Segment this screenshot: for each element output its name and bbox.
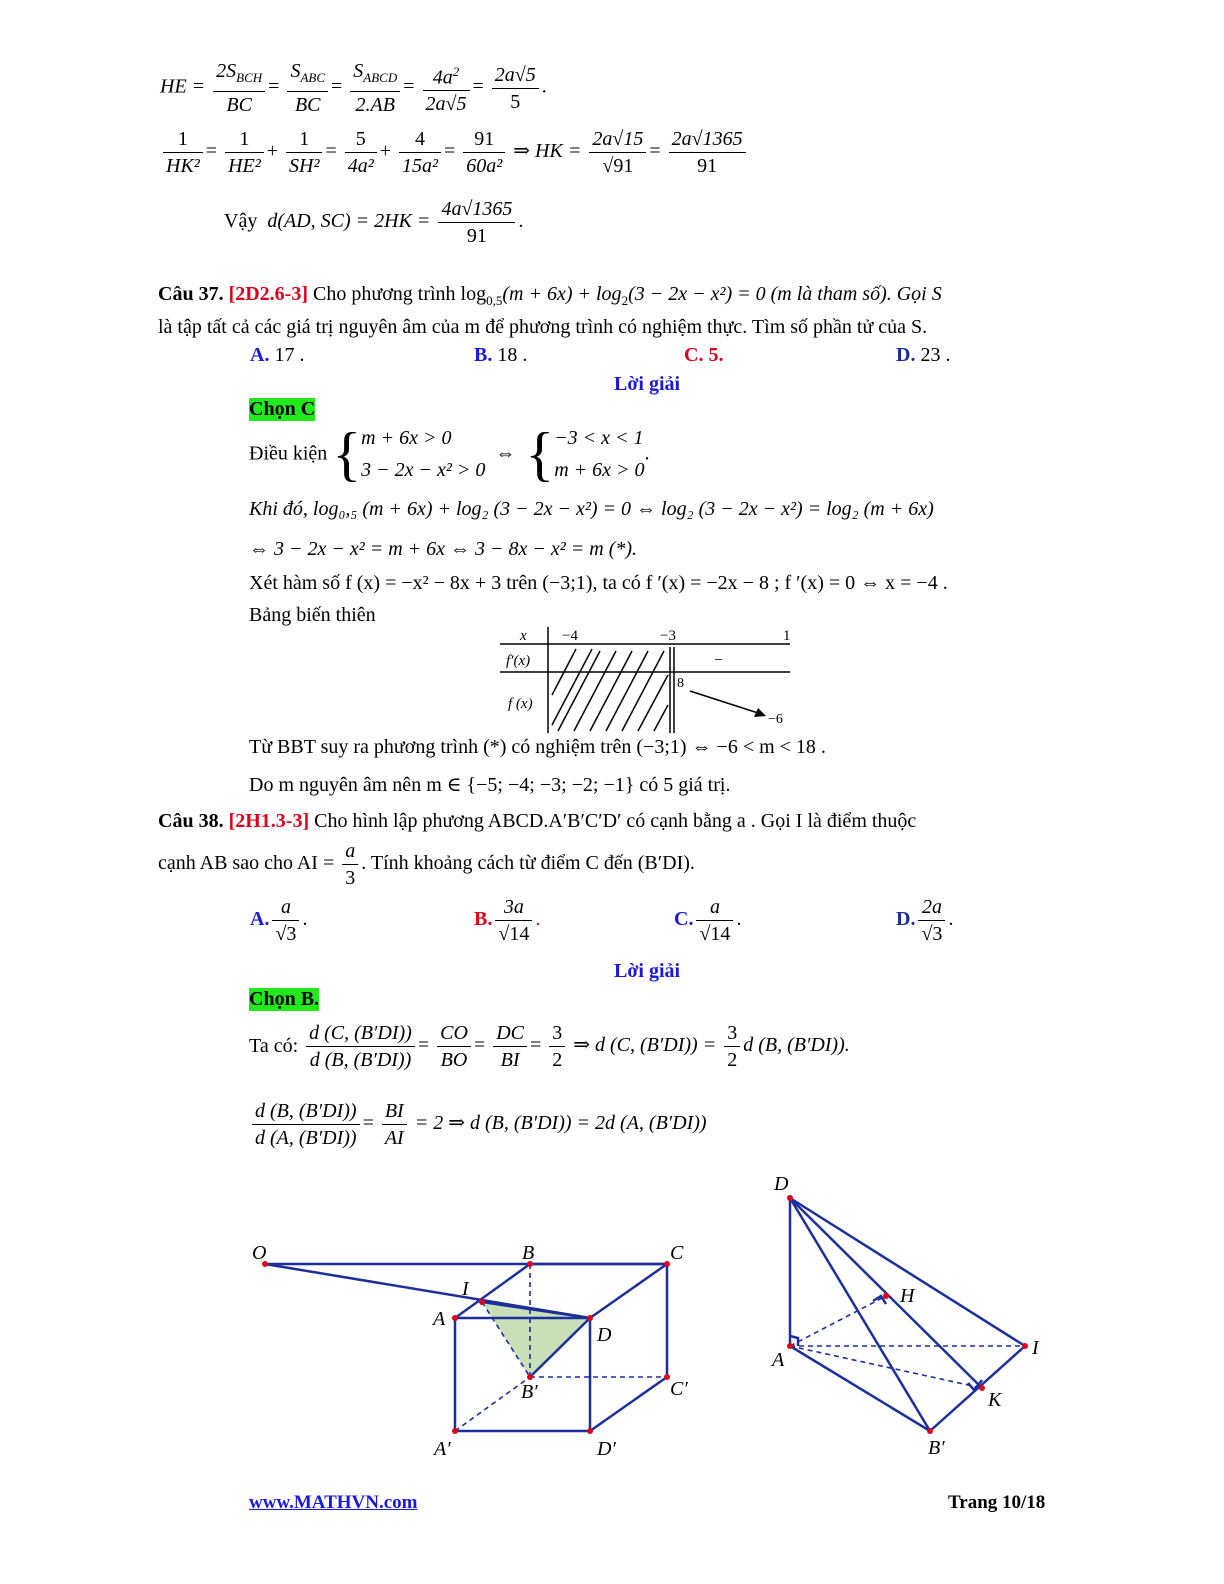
tetra-figure — [760, 1168, 1060, 1488]
q38-option-a[interactable]: A. $\frac{a}{√3}$ . — [250, 896, 308, 945]
q37-khi-do: Khi đó, log₀,₅ (m + 6x) + log₂ (3 − 2x − x²) = 0 ⇔ log₂ (3 − 2x − x²) = log₂ (m + 6x) — [249, 498, 934, 520]
triangle-face — [482, 1302, 590, 1377]
q38-line1: Câu 38. [2H1.3-3] Cho hình lập phương ABCD.A′B′C′D′ có cạnh bằng a . Gọi I là điểm thuộc — [158, 810, 917, 832]
q38-number: Câu 38. — [158, 810, 224, 832]
q37-solution-title: Lời giải — [614, 373, 681, 395]
q37-option-b[interactable]: B. 18 . — [474, 344, 528, 366]
table-f-bot: −6 — [768, 712, 783, 727]
q37-line1: Câu 37. [2D2.6-3] Cho phương trình $\log_{0,5}(m + 6x) + \log_2(3 - 2x - x^2) = 0$ (m là tham số). Gọi S — [158, 283, 942, 308]
q37-condition: Điều kiện { m + 6x > 0 3 − 2x − x² > 0 ⇔ { −3 < x < 1 m + 6x > 0 . — [249, 421, 650, 487]
q38-choice: Chọn B. — [249, 988, 320, 1010]
q38-ratio-2: $\frac{d (B, (B'DI))}{d (A, (B'DI))}$ = $\frac{BI}{AI}$ = 2 ⇒ d (B, (B′DI)) = 2d (A, (B′DI)) — [249, 1098, 707, 1151]
variation-table — [500, 625, 795, 735]
q38-code: [2H1.3-3] — [228, 810, 310, 832]
tetra-label-Bp: B′ — [928, 1437, 945, 1459]
cube-label-O: O — [252, 1242, 267, 1264]
hk-equation: $\frac{1}{\text{HK²}}$ = $\frac{1}{\text{HE²}}$ + $\frac{1}{\text{SH²}}$ = $\frac{5}{\text{4a²}}$ + $\frac{4}{\text{15a²}}$ = $\frac{91}{\text{60a²}}$ ⇒ HK = $\frac{2a√15}{√91}$ = $\frac{2a√1365}{91}$ — [160, 126, 749, 179]
cube-label-C: C — [670, 1242, 684, 1264]
q37-option-d[interactable]: D. 23 . — [896, 344, 951, 366]
q37-xet: Xét hàm số f (x) = −x² − 8x + 3 trên (−3;1), ta có f ′(x) = −2x − 8 ; f ′(x) = 0 ⇔ x = −4 . — [249, 572, 948, 594]
he-equation: HE = $\frac{2S_{BCH}}{BC}$ = $\frac{S_{ABC}}{BC}$ = $\frac{S_{ABCD}}{2.AB}$ = $\frac{4a^2}{2a√5}$ = $\frac{2a√5}{5}$ . — [160, 60, 547, 116]
tetra-label-A: A — [772, 1349, 785, 1371]
q37-option-c[interactable]: C. 5. — [684, 344, 724, 366]
table-x-label: x — [520, 628, 527, 644]
tetra-label-I: I — [1032, 1337, 1039, 1359]
table-f-top: 8 — [677, 676, 684, 691]
cube-label-Ap: A′ — [434, 1438, 451, 1460]
q37-number: Câu 37. — [158, 283, 224, 305]
table-fp-sign: − — [714, 652, 724, 669]
q37-tu-bbt: Từ BBT suy ra phương trình (*) có nghiệm trên (−3;1) ⇔ −6 < m < 18 . — [249, 736, 826, 758]
he-lhs: HE = — [160, 75, 206, 98]
cube-label-Bp: B′ — [521, 1381, 538, 1403]
q37-option-a[interactable]: A. 17 . — [250, 344, 305, 366]
table-fp-label: f′(x) — [506, 653, 531, 669]
table-f-label: f (x) — [508, 696, 533, 712]
cube-label-B: B — [522, 1242, 535, 1264]
tetra-label-H: H — [900, 1285, 915, 1307]
cube-label-I: I — [462, 1278, 469, 1300]
cube-label-D: D — [597, 1324, 612, 1346]
q37-line2: là tập tất cả các giá trị nguyên âm của m để phương trình có nghiệm thực. Tìm số phần tử của S. — [158, 316, 928, 338]
q37-choice: Chọn C — [249, 398, 316, 420]
cube-figure — [240, 1235, 700, 1465]
tetra-label-D: D — [774, 1173, 789, 1195]
tetra-label-K: K — [988, 1389, 1002, 1411]
cube-label-Dp: D′ — [597, 1438, 616, 1460]
q38-ratio-1: Ta có: $\frac{d (C, (B'DI))}{d (B, (B'DI))}$ = $\frac{CO}{BO}$ = $\frac{DC}{BI}$ = $\frac{3}{2}$ ⇒ d (C, (B′DI)) = $\frac{3}{2}$ d (B, (B′DI)). — [249, 1022, 850, 1071]
footer-link[interactable]: www.MATHVN.com — [249, 1492, 418, 1513]
conclusion-line: Vậy d(AD, SC) = 2HK = $\frac{4a√1365}{91}$ . — [224, 198, 524, 247]
q38-solution-title: Lời giải — [614, 960, 681, 982]
q37-code: [2D2.6-3] — [228, 283, 309, 305]
cube-label-A: A — [433, 1308, 446, 1330]
q38-option-c[interactable]: C. $\frac{a}{√14}$ . — [674, 896, 742, 945]
table-x1: −4 — [562, 628, 578, 644]
table-x2: −3 — [660, 628, 676, 644]
q38-option-d[interactable]: D. $\frac{2a}{√3}$ . — [896, 896, 954, 945]
table-x3: 1 — [783, 628, 791, 644]
q37-do-m: Do m nguyên âm nên m ∈ {−5; −4; −3; −2; −1} có 5 giá trị. — [249, 774, 731, 796]
q37-equation: ⇔ 3 − 2x − x² = m + 6x ⇔ 3 − 8x − x² = m (*). — [249, 538, 638, 560]
cube-label-Cp: C′ — [670, 1378, 688, 1400]
q38-line2: cạnh AB sao cho AI = $\frac{a}{3}$ . Tính khoảng cách từ điểm C đến (B′DI). — [158, 840, 695, 889]
q38-option-b[interactable]: B. $\frac{3a}{√14}$ . — [474, 896, 541, 945]
q37-bang: Bảng biến thiên — [249, 604, 376, 626]
page-number: Trang 10/18 — [948, 1492, 1046, 1513]
